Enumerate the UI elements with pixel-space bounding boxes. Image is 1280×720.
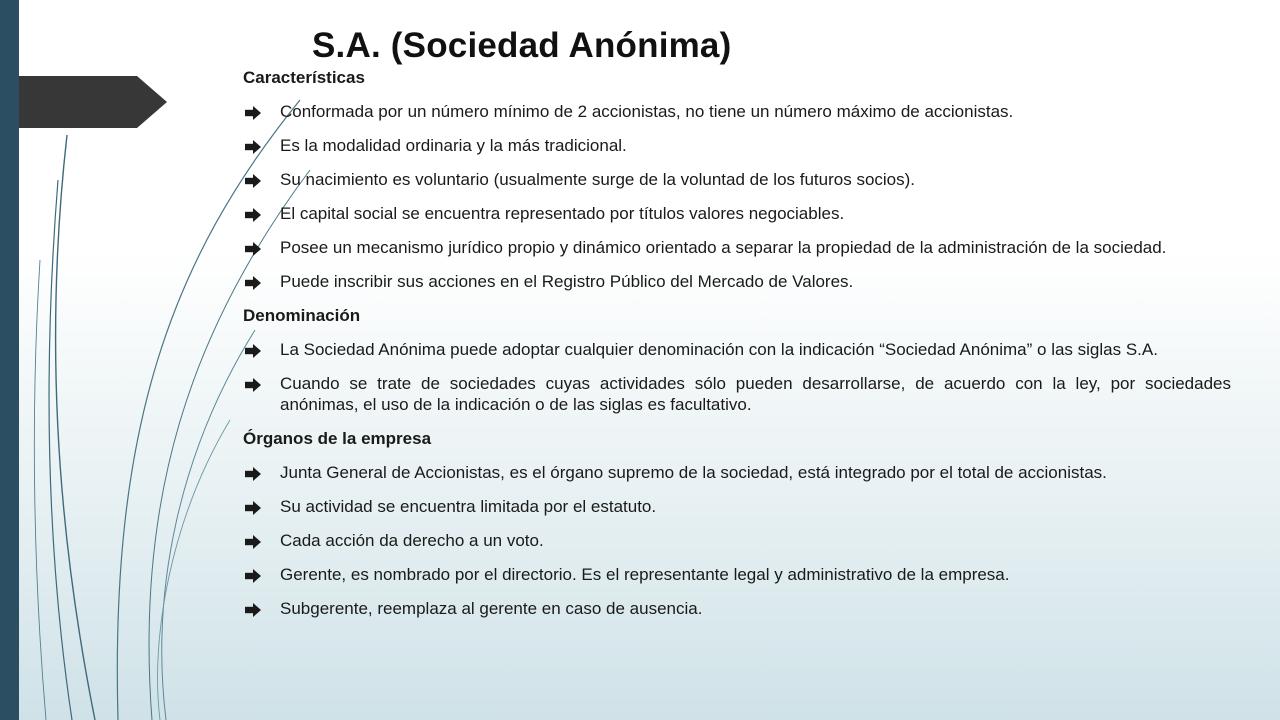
bullet-list [243, 463, 1231, 620]
list-item [243, 136, 1231, 157]
list-item-text: Puede inscribir sus acciones en el Registro Público del Mercado de Valores. [280, 272, 854, 291]
list-item [243, 374, 1231, 415]
right-arrow-icon [245, 534, 261, 548]
right-arrow-icon [245, 466, 261, 480]
list-item [243, 204, 1231, 225]
list-item [243, 272, 1231, 293]
right-arrow-icon [245, 602, 261, 616]
section-heading: Denominación [243, 306, 361, 325]
list-item [243, 565, 1231, 586]
list-item-text: Su nacimiento es voluntario (usualmente surge de la voluntad de los futuros socios). [280, 170, 916, 189]
slide-title: S.A. (Sociedad Anónima) [312, 26, 732, 65]
right-arrow-icon [245, 173, 261, 187]
list-item [243, 599, 1231, 620]
right-arrow-icon [245, 139, 261, 153]
right-arrow-icon [245, 241, 261, 255]
list-item [243, 340, 1231, 361]
list-item [243, 238, 1231, 259]
list-item-text: El capital social se encuentra representado por títulos valores negociables. [280, 204, 845, 223]
list-item [243, 463, 1231, 484]
title-tab-shape [19, 76, 167, 128]
list-item-text: Subgerente, reemplaza al gerente en caso de ausencia. [280, 598, 703, 618]
list-item-text: Gerente, es nombrado por el directorio. Es el representante legal y administrativo de la empresa. [280, 564, 1010, 584]
list-item [243, 102, 1231, 123]
section-heading: Características [243, 68, 365, 87]
right-arrow-icon [245, 377, 261, 391]
list-item-text: Cuando se trate de sociedades cuyas actividades sólo pueden desarrollarse, de acuerdo con la ley, por sociedades anónimas, el uso de la indicación o de las siglas es facultativo. [280, 374, 1231, 414]
right-arrow-icon [245, 275, 261, 289]
list-item-text: Cada acción da derecho a un voto. [280, 530, 544, 550]
bullet-list [243, 102, 1231, 293]
right-arrow-icon [245, 105, 261, 119]
list-item-text: Posee un mecanismo jurídico propio y dinámico orientado a separar la propiedad de la administración de la sociedad. [280, 238, 1167, 257]
slide-content [243, 68, 1231, 633]
list-item-text: Junta General de Accionistas, es el órgano supremo de la sociedad, está integrado por el total de accionistas. [280, 462, 1107, 482]
list-item-text: Conformada por un número mínimo de 2 accionistas, no tiene un número máximo de accionistas. [280, 102, 1014, 121]
list-item-text: La Sociedad Anónima puede adoptar cualquier denominación con la indicación “Sociedad Anónima” o las siglas S.A. [280, 340, 1158, 359]
right-arrow-icon [245, 500, 261, 514]
list-item-text: Su actividad se encuentra limitada por el estatuto. [280, 496, 657, 516]
list-item [243, 170, 1231, 191]
list-item [243, 531, 1231, 552]
list-item-text: Es la modalidad ordinaria y la más tradicional. [280, 136, 627, 155]
right-arrow-icon [245, 343, 261, 357]
right-arrow-icon [245, 568, 261, 582]
bullet-list [243, 340, 1231, 415]
right-arrow-icon [245, 207, 261, 221]
list-item [243, 497, 1231, 518]
section-heading: Órganos de la empresa [243, 428, 432, 448]
